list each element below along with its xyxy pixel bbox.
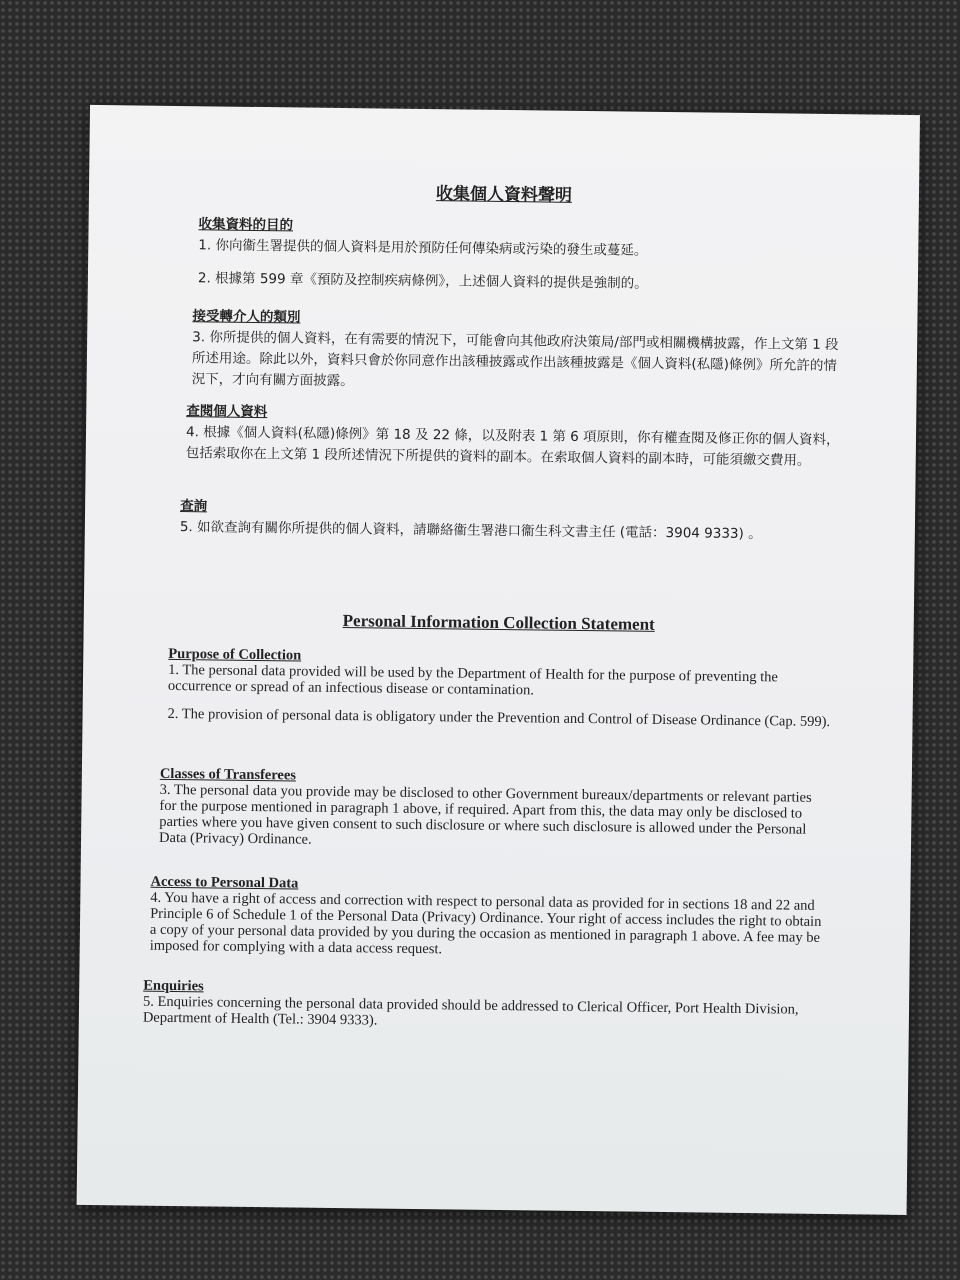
chinese-paragraph-2: 2. 根據第 599 章《預防及控制疾病條例》，上述個人資料的提供是強制的。: [197, 270, 648, 292]
english-paragraph-3: 3. The personal data you provide may be disclosed to other Government bureaux/departments or relevant parties for the purpose mentioned in paragraph 1 above, if required. Apart from this, the data may only be disclosed to parties where you have given consent to such disclosure or where such disclosure is allowed under the Personal Data (Privacy) Ordinance.: [158, 781, 812, 848]
chinese-section-access: [186, 401, 847, 472]
english-section-enquiries: [143, 978, 830, 1034]
chinese-paragraph-4: 4. 根據《個人資料(私隱)條例》第 18 及 22 條，以及附表 1 第 6 項原則，你有權查閱及修正你的個人資料，包括索取你在上文第 1 段所述情況下所提供的資料的副本。在索取個人資料的副本時，可能須繳交費用。: [185, 424, 840, 469]
english-section-transferees: [159, 766, 832, 854]
chinese-section-purpose: [198, 214, 849, 297]
english-heading-access: Access to Personal Data: [150, 873, 299, 892]
chinese-heading-purpose: 收集資料的目的: [198, 216, 294, 234]
chinese-section-enquiries: [180, 496, 845, 546]
english-paragraph-1: 1. The personal data provided will be used by the Department of Health for the purpose of preventing the occurrence or spread of an infectious disease or contamination.: [167, 661, 778, 699]
chinese-paragraph-5: 5. 如欲查詢有關你所提供的個人資料，請聯絡衞生署港口衞生科文書主任 (電話：3904 9333) 。: [179, 519, 762, 543]
english-section-access: [150, 874, 831, 962]
english-title: Personal Information Collection Statement: [342, 611, 655, 634]
chinese-paragraph-3: 3. 你所提供的個人資料，在有需要的情況下，可能會向其他政府決策局/部門或相關機構披露，作上文第 1 段所述用途。除此以外，資料只會於你同意作出該種披露或作出該種披露是《個人資料(私隱)條例》所允許的情況下，才向有關方面披露。: [191, 329, 839, 390]
english-paragraph-5: 5. Enquiries concerning the personal data provided should be addressed to Clerical Officer, Port Health Division, Department of Health (Tel.: 3904 9333).: [142, 993, 799, 1029]
english-paragraph-4: 4. You have a right of access and correction with respect to personal data as provided for in sections 18 and 22 and Principle 6 of Schedule 1 of the Personal Data (Privacy) Ordinance. Your right of access includes the right to obtain a copy of your personal data provided by you during the occasion as mentioned in paragraph 1 above. A fee may be imposed for complying with a data access request.: [149, 889, 822, 958]
chinese-heading-access: 查閱個人資料: [186, 403, 268, 421]
chinese-section-transferees: [192, 306, 848, 398]
chinese-heading-transferees: 接受轉介人的類別: [192, 308, 301, 326]
english-heading-transferees: Classes of Transferees: [159, 765, 297, 784]
chinese-title: 收集個人資料聲明: [435, 184, 573, 206]
english-heading-enquiries: Enquiries: [143, 977, 204, 995]
chinese-heading-enquiries: 查詢: [180, 498, 208, 515]
english-section-purpose: [167, 646, 833, 730]
document-page: [77, 105, 920, 1215]
chinese-paragraph-1: 1. 你向衞生署提供的個人資料是用於預防任何傳染病或污染的發生或蔓延。: [198, 237, 648, 259]
english-paragraph-2: 2. The provision of personal data is obligatory under the Prevention and Control of Disease Ordinance (Cap. 599).: [167, 705, 831, 731]
english-heading-purpose: Purpose of Collection: [168, 645, 302, 664]
